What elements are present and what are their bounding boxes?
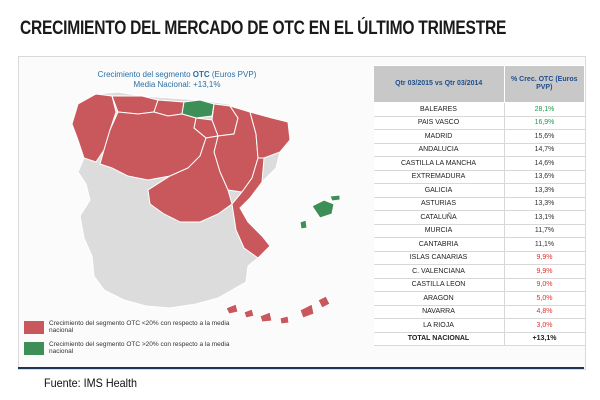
region-growth-value: 9,9% bbox=[504, 251, 585, 265]
region-name: LA RIOJA bbox=[374, 319, 505, 333]
region-baleares-mallorca bbox=[312, 200, 334, 218]
table-row bbox=[374, 143, 585, 157]
table-row bbox=[374, 157, 585, 171]
region-name: C. VALENCIANA bbox=[374, 265, 505, 279]
table-row bbox=[374, 103, 585, 117]
region-growth-value: 16,9% bbox=[504, 116, 585, 130]
region-growth-value: 13,3% bbox=[504, 184, 585, 198]
source-note: Fuente: IMS Health bbox=[44, 376, 138, 390]
region-canarias-6 bbox=[318, 296, 330, 308]
table-row bbox=[374, 251, 585, 265]
region-growth-value: 9,0% bbox=[504, 278, 585, 292]
region-growth-value: 11,1% bbox=[504, 238, 585, 252]
region-name: ANDALUCIA bbox=[374, 143, 505, 157]
map-caption-line2: Media Nacional: +13,1% bbox=[133, 80, 221, 89]
total-label: TOTAL NACIONAL bbox=[374, 332, 505, 346]
region-name: MADRID bbox=[374, 130, 505, 144]
region-growth-value: 13,6% bbox=[504, 170, 585, 184]
legend-item-above bbox=[24, 339, 234, 357]
region-name: BALEARES bbox=[374, 103, 505, 117]
table-row bbox=[374, 319, 585, 333]
region-growth-value: 9,9% bbox=[504, 265, 585, 279]
table-row bbox=[374, 224, 585, 238]
region-growth-value: 14,7% bbox=[504, 143, 585, 157]
region-growth-value: 13,1% bbox=[504, 211, 585, 225]
region-name: CASTILLA LA MANCHA bbox=[374, 157, 505, 171]
region-growth-value: 15,6% bbox=[504, 130, 585, 144]
legend-text-below: Crecimiento del segmento OTC <20% con respecto a la media nacional bbox=[49, 319, 230, 334]
region-name: CASTILLA LEON bbox=[374, 278, 505, 292]
growth-table bbox=[373, 65, 585, 346]
table-row bbox=[374, 184, 585, 198]
table-body bbox=[374, 103, 585, 346]
legend-text-above: Crecimiento del segmento OTC >20% con respecto a la media nacional bbox=[49, 340, 230, 355]
total-value: +13,1% bbox=[504, 332, 585, 346]
map-regions bbox=[72, 92, 340, 324]
region-canarias-2 bbox=[244, 309, 254, 318]
region-name: MURCIA bbox=[374, 224, 505, 238]
region-name: EXTREMADURA bbox=[374, 170, 505, 184]
table-row bbox=[374, 278, 585, 292]
region-name: NAVARRA bbox=[374, 305, 505, 319]
region-name: PAIS VASCO bbox=[374, 116, 505, 130]
region-growth-value: 11,7% bbox=[504, 224, 585, 238]
table-row bbox=[374, 170, 585, 184]
region-asturias bbox=[112, 96, 158, 114]
table-row bbox=[374, 211, 585, 225]
header-growth: % Crec. OTC (Euros PVP) bbox=[504, 66, 585, 103]
region-canarias-4 bbox=[280, 316, 289, 324]
region-growth-value: 3,0% bbox=[504, 319, 585, 333]
region-canarias-3 bbox=[260, 312, 272, 322]
legend-swatch-below bbox=[24, 321, 44, 334]
legend-item-below bbox=[24, 318, 234, 336]
map-caption-line1: Crecimiento del segmento OTC (Euros PVP) bbox=[97, 70, 257, 79]
header-period: Qtr 03/2015 vs Qtr 03/2014 bbox=[374, 66, 505, 103]
region-growth-value: 4,8% bbox=[504, 305, 585, 319]
table-row bbox=[374, 197, 585, 211]
table-header-row bbox=[374, 66, 585, 103]
table-row bbox=[374, 130, 585, 144]
table-row bbox=[374, 305, 585, 319]
region-growth-value: 5,0% bbox=[504, 292, 585, 306]
table-total-row bbox=[374, 332, 585, 346]
region-growth-value: 14,6% bbox=[504, 157, 585, 171]
legend-swatch-above bbox=[24, 342, 44, 355]
region-name: ISLAS CANARIAS bbox=[374, 251, 505, 265]
map-legend bbox=[24, 318, 234, 360]
table-row bbox=[374, 238, 585, 252]
region-growth-value: 28,1% bbox=[504, 103, 585, 117]
table-row bbox=[374, 116, 585, 130]
table-row bbox=[374, 292, 585, 306]
region-canarias-5 bbox=[300, 304, 314, 318]
region-growth-value: 13,3% bbox=[504, 197, 585, 211]
region-canarias-1 bbox=[226, 304, 238, 314]
page-title: CRECIMIENTO DEL MERCADO DE OTC EN EL ÚLTIMO TRIMESTRE bbox=[20, 18, 507, 39]
region-baleares-ibiza bbox=[300, 220, 307, 229]
region-name: GALICIA bbox=[374, 184, 505, 198]
region-name: CATALUÑA bbox=[374, 211, 505, 225]
region-baleares-menorca bbox=[330, 195, 340, 201]
region-name: CANTABRIA bbox=[374, 238, 505, 252]
map-caption bbox=[92, 70, 262, 90]
table-row bbox=[374, 265, 585, 279]
region-name: ASTURIAS bbox=[374, 197, 505, 211]
region-name: ARAGON bbox=[374, 292, 505, 306]
